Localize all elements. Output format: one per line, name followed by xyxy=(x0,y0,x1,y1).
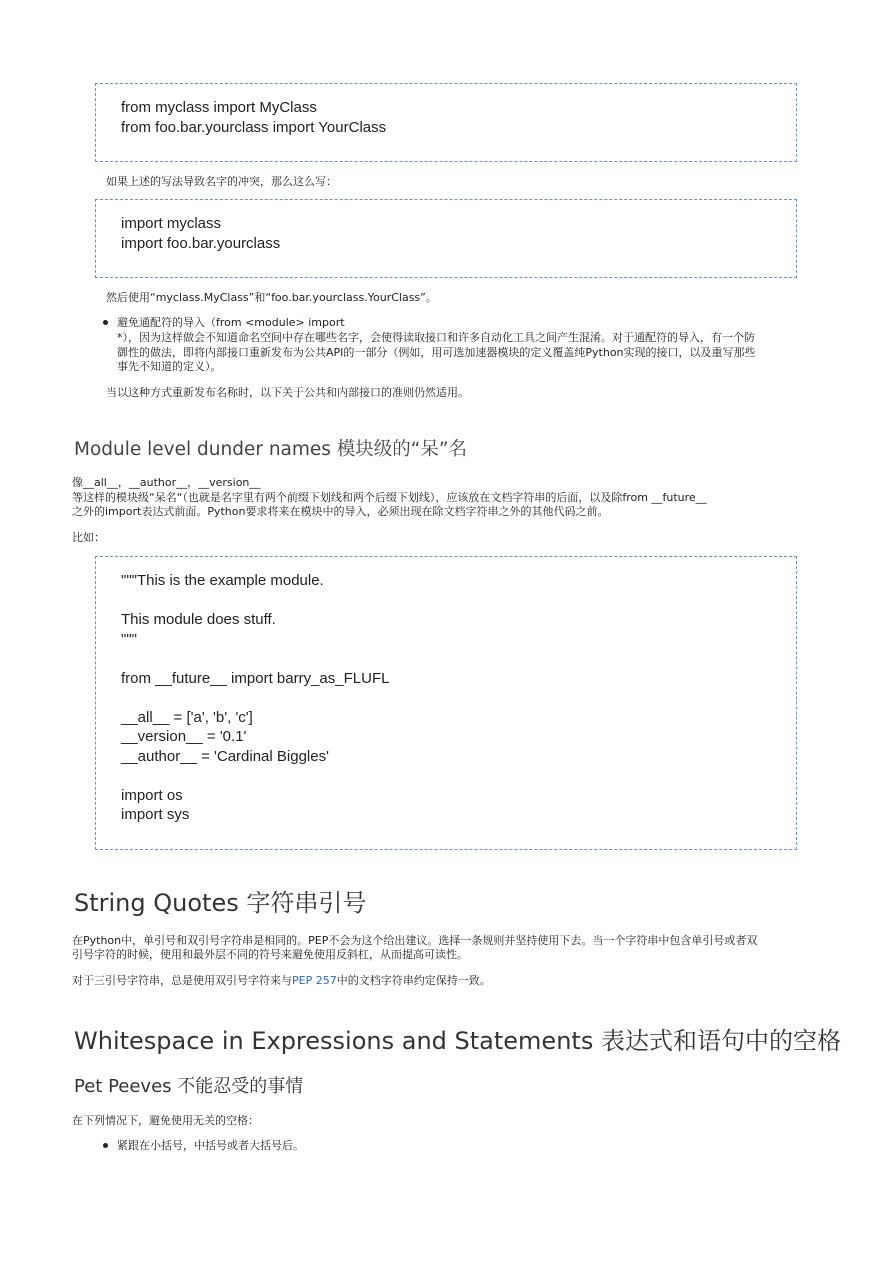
code-block-module-imports xyxy=(95,199,797,278)
para-dunder-line1: 像__all__，__author__，__version__ xyxy=(72,476,261,489)
code-line: from __future__ import barry_as_FLUFL xyxy=(121,669,390,687)
code-line: __author__ = 'Cardinal Biggles' xyxy=(121,747,329,765)
code-line: import os xyxy=(121,786,183,804)
para-triple-before: 对于三引号字符串，总是使用双引号字符来与 xyxy=(72,974,292,987)
code-line xyxy=(121,591,796,611)
code-line: import myclass xyxy=(121,215,222,232)
pep-257-link[interactable]: PEP 257 xyxy=(292,974,337,987)
code-line: """This is the example module. xyxy=(121,572,324,589)
code-line: This module does stuff. xyxy=(121,611,276,628)
heading-whitespace: Whitespace in Expressions and Statements 表达式和语句中的空格 xyxy=(74,1027,841,1055)
code-line: __version__ = '0.1' xyxy=(121,728,247,745)
heading-dunder-names: Module level dunder names 模块级的“呆”名 xyxy=(74,439,467,460)
text-republish: 当以这种方式重新发布名称时，以下关于公共和内部接口的准则仍然适用。 xyxy=(106,386,469,399)
bullet-wildcard-line2: *），因为这样做会不知道命名空间中存在哪些名字，会使得读取接口和许多自动化工具之间产生混淆。对于通配符的导入，有一个防 xyxy=(117,331,755,344)
code-block-imports xyxy=(95,83,797,162)
heading-pet-peeves: Pet Peeves 不能忍受的事情 xyxy=(74,1076,304,1097)
para-quotes-line1: 在Python中，单引号和双引号字符串是相同的。PEP不会为这个给出建议。选择一条规则并坚持使用下去。当一个字符串中包含单引号或者双 xyxy=(72,934,758,947)
para-quotes-line2: 引号字符的时候，使用和最外层不同的符号来避免使用反斜杠，从而提高可读性。 xyxy=(72,948,468,961)
bullet-wildcard-line4: 事先不知道的定义）。 xyxy=(117,360,222,373)
code-line xyxy=(121,649,796,669)
para-dunder-line2: 等这样的模块级“呆名“（也就是名字里有两个前缀下划线和两个后缀下划线），应该放在文档字符串的后面，以及除from __future__ xyxy=(72,491,707,504)
code-line: import foo.bar.yourclass xyxy=(121,234,281,252)
bullet-dot-icon xyxy=(103,1143,108,1148)
code-line: """ xyxy=(121,630,137,648)
bullet-wildcard-line3: 御性的做法，即将内部接口重新发布为公共API的一部分（例如，用可选加速器模块的定义覆盖纯Python实现的接口，以及重写那些 xyxy=(117,346,756,359)
para-dunder-line3: 之外的import表达式前面。Python要求将来在模块中的导入，必须出现在除文档字符串之外的其他代码之前。 xyxy=(72,505,609,518)
para-triple-quotes xyxy=(72,974,491,988)
text-then-use: 然后使用“myclass.MyClass”和“foo.bar.yourclass.YourClass”。 xyxy=(106,291,437,304)
code-line: from foo.bar.yourclass import YourClass xyxy=(121,118,387,136)
para-triple-after: 中的文档字符串约定保持一致。 xyxy=(336,974,491,987)
text-for-example: 比如： xyxy=(72,531,105,544)
code-line: from myclass import MyClass xyxy=(121,99,317,116)
text-conflict: 如果上述的写法导致名字的冲突，那么这么写： xyxy=(106,175,337,188)
code-line xyxy=(121,766,796,786)
code-line: import sys xyxy=(121,806,190,823)
code-line: __all__ = ['a', 'b', 'c'] xyxy=(121,708,253,726)
bullet-brackets: 紧跟在小括号，中括号或者大括号后。 xyxy=(117,1139,304,1152)
bullet-dot-icon xyxy=(103,320,108,325)
code-line xyxy=(121,688,796,708)
text-avoid-spaces: 在下列情况下，避免使用无关的空格： xyxy=(72,1114,259,1127)
bullet-wildcard-line1: 避免通配符的导入（from <module> import xyxy=(117,316,345,329)
heading-string-quotes: String Quotes 字符串引号 xyxy=(74,889,367,917)
code-block-example-module xyxy=(95,556,797,850)
